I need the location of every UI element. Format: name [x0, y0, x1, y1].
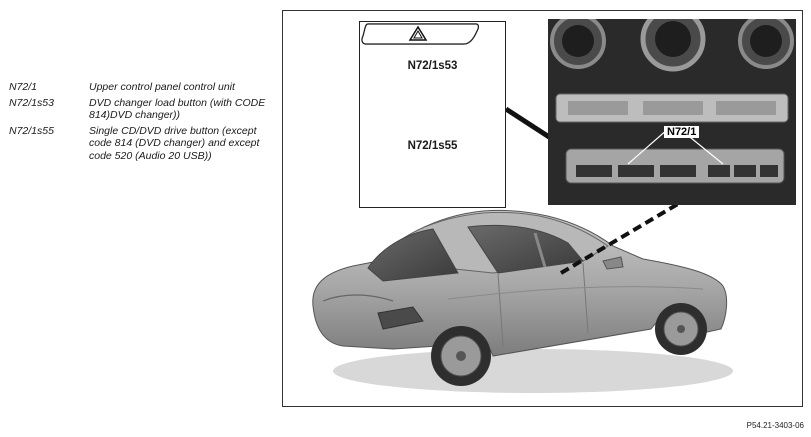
- rear-hub: [456, 351, 466, 361]
- control-strip: [568, 101, 628, 115]
- figure-caption: P54.21-3403-06: [746, 421, 804, 430]
- panel-button: [760, 165, 778, 177]
- control-strip: [716, 101, 776, 115]
- cd-dvd-drive-button: [360, 22, 481, 46]
- legend: [9, 81, 271, 165]
- air-vent: [643, 19, 703, 69]
- legend-description: DVD changer load button (with CODE 814)DVD changer)): [89, 96, 266, 121]
- dashboard-photo: [548, 19, 796, 205]
- illustration-figure: [282, 10, 803, 407]
- callout-label-s55: N72/1s55: [407, 140, 458, 152]
- air-vent: [552, 19, 604, 67]
- panel-button: [734, 165, 756, 177]
- legend-description: Upper control panel control unit: [89, 81, 235, 93]
- legend-code: N72/1s53: [9, 96, 54, 109]
- legend-row: [9, 97, 271, 122]
- front-hub: [677, 325, 685, 333]
- control-strip: [643, 101, 703, 115]
- air-vent: [740, 19, 792, 67]
- panel-button: [708, 165, 730, 177]
- panel-button: [618, 165, 654, 177]
- legend-row: [9, 125, 271, 163]
- legend-code: N72/1: [9, 81, 38, 93]
- callout-box: [359, 21, 506, 208]
- callout-label-s53: N72/1s53: [407, 60, 458, 72]
- legend-code: N72/1s55: [9, 124, 54, 137]
- car-shadow: [333, 349, 733, 393]
- n72-1-label: N72/1: [664, 126, 699, 138]
- legend-description: Single CD/DVD drive button (except code 814 (DVD changer) and except code 520 (Audio 20 USB)): [89, 124, 260, 162]
- dashboard-drawing: [548, 19, 796, 205]
- panel-button: [660, 165, 696, 177]
- legend-row: [9, 81, 271, 94]
- panel-button: [576, 165, 612, 177]
